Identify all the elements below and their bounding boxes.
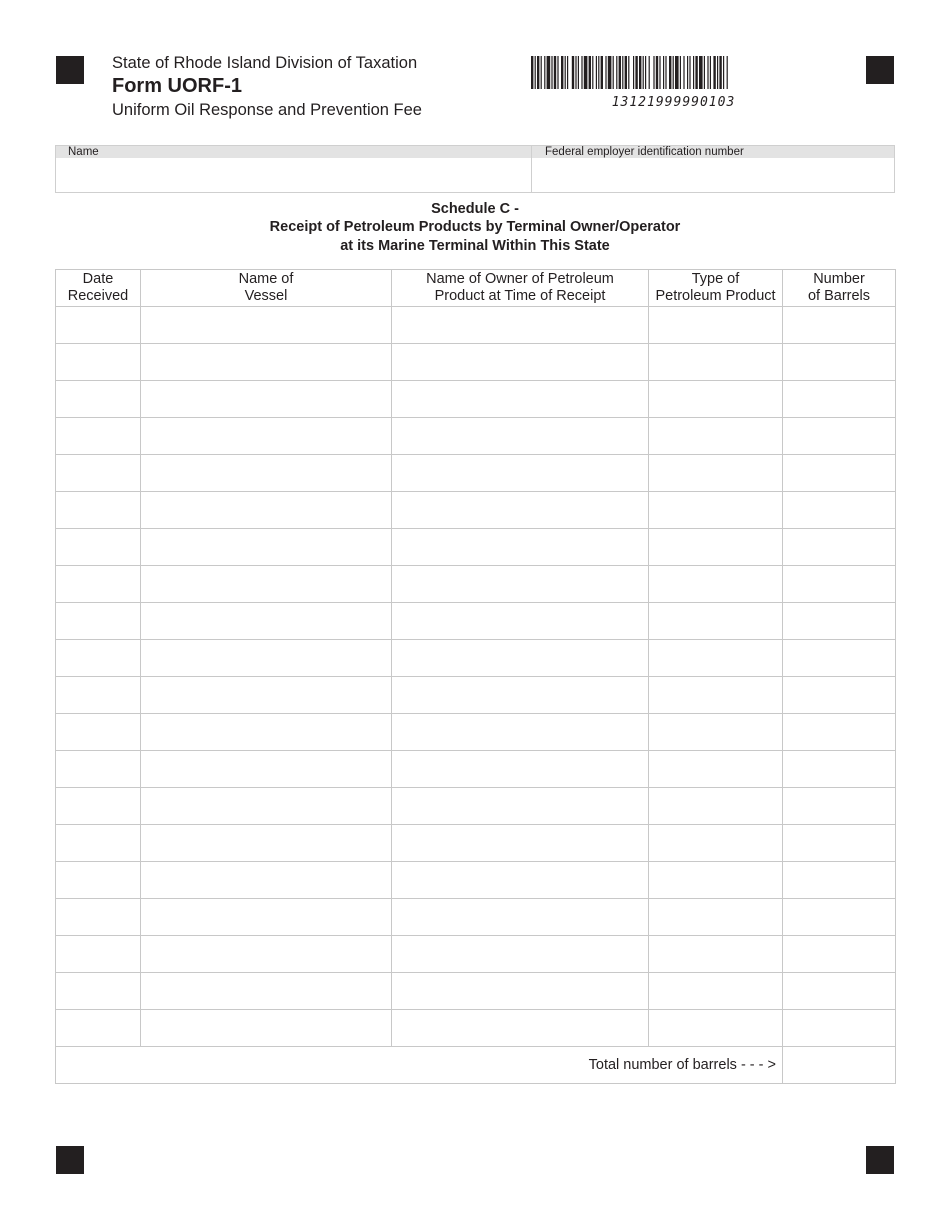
product-type-cell[interactable] <box>649 751 783 788</box>
date-received-cell[interactable] <box>56 603 141 640</box>
column-header-barrels: Number of Barrels <box>783 270 896 307</box>
barrels-cell[interactable] <box>783 936 896 973</box>
barrels-cell[interactable] <box>783 566 896 603</box>
table-row <box>56 862 896 899</box>
owner-name-cell[interactable] <box>392 566 649 603</box>
vessel-name-cell[interactable] <box>141 677 392 714</box>
product-type-cell[interactable] <box>649 899 783 936</box>
product-type-cell[interactable] <box>649 825 783 862</box>
barcode <box>531 56 816 89</box>
schedule-title: Schedule C - <box>431 201 519 217</box>
barcode-bar <box>649 56 650 89</box>
barrels-cell[interactable] <box>783 677 896 714</box>
date-received-cell[interactable] <box>56 381 141 418</box>
barcode-bar <box>619 56 621 89</box>
barcode-bar <box>565 56 566 89</box>
table-row <box>56 899 896 936</box>
product-type-cell[interactable] <box>649 714 783 751</box>
owner-name-cell[interactable] <box>392 529 649 566</box>
owner-name-cell[interactable] <box>392 381 649 418</box>
product-type-cell[interactable] <box>649 381 783 418</box>
barcode-bar <box>699 56 703 89</box>
barrels-cell[interactable] <box>783 714 896 751</box>
table-row <box>56 936 896 973</box>
product-type-cell[interactable] <box>649 418 783 455</box>
agency-name: State of Rhode Island Division of Taxation <box>112 54 418 72</box>
name-field[interactable] <box>56 146 532 192</box>
owner-name-cell[interactable] <box>392 344 649 381</box>
product-type-cell[interactable] <box>649 566 783 603</box>
column-header-vessel-name: Name of Vessel <box>141 270 392 307</box>
table-row <box>56 566 896 603</box>
barcode-bar <box>665 56 666 89</box>
form-number: Form UORF-1 <box>112 75 242 97</box>
owner-name-cell[interactable] <box>392 751 649 788</box>
barrels-cell[interactable] <box>783 418 896 455</box>
date-received-cell[interactable] <box>56 899 141 936</box>
barcode-bar <box>727 56 728 89</box>
barcode-bar <box>584 56 588 89</box>
barcode-bar <box>561 56 563 89</box>
owner-name-cell[interactable] <box>392 640 649 677</box>
total-row <box>56 1047 896 1084</box>
barcode-bar <box>695 56 697 89</box>
barrels-cell[interactable] <box>783 344 896 381</box>
table-row <box>56 418 896 455</box>
date-received-cell[interactable] <box>56 455 141 492</box>
barcode-bar <box>659 56 660 89</box>
vessel-name-cell[interactable] <box>141 381 392 418</box>
barcode-bar <box>608 56 612 89</box>
registration-mark-top-left <box>56 56 84 84</box>
product-type-cell[interactable] <box>649 1010 783 1047</box>
barcode-bar <box>675 56 679 89</box>
barrels-cell[interactable] <box>783 640 896 677</box>
barcode-bar <box>605 56 606 89</box>
registration-mark-bottom-left <box>56 1146 84 1174</box>
barrels-cell[interactable] <box>783 529 896 566</box>
date-received-cell[interactable] <box>56 529 141 566</box>
owner-name-cell[interactable] <box>392 307 649 344</box>
barcode-bar <box>578 56 579 89</box>
barrels-cell[interactable] <box>783 492 896 529</box>
barrels-cell[interactable] <box>783 825 896 862</box>
date-received-cell[interactable] <box>56 677 141 714</box>
table-row <box>56 381 896 418</box>
barcode-bar <box>554 56 556 89</box>
barcode-bar <box>653 56 654 89</box>
barcode-bar <box>663 56 664 89</box>
date-received-cell[interactable] <box>56 566 141 603</box>
fein-field[interactable] <box>532 146 894 192</box>
vessel-name-cell[interactable] <box>141 1010 392 1047</box>
barrels-cell[interactable] <box>783 603 896 640</box>
barcode-bar <box>544 56 545 89</box>
barcode-bar <box>710 56 711 89</box>
barcode-bar <box>683 56 684 89</box>
vessel-name-cell[interactable] <box>141 936 392 973</box>
taxpayer-id-section <box>55 145 895 193</box>
table-row <box>56 714 896 751</box>
barcode-bar <box>713 56 715 89</box>
date-received-cell[interactable] <box>56 862 141 899</box>
form-subtitle: Uniform Oil Response and Prevention Fee <box>112 101 422 119</box>
barcode-bar <box>719 56 721 89</box>
table-row <box>56 529 896 566</box>
barcode-bar <box>601 56 603 89</box>
barcode-bar <box>596 56 597 89</box>
product-type-cell[interactable] <box>649 640 783 677</box>
table-row <box>56 973 896 1010</box>
table-row <box>56 344 896 381</box>
vessel-name-cell[interactable] <box>141 344 392 381</box>
registration-mark-bottom-right <box>866 1146 894 1174</box>
barrels-cell[interactable] <box>783 862 896 899</box>
owner-name-cell[interactable] <box>392 899 649 936</box>
total-barrels-label: Total number of barrels - - - > <box>56 1047 783 1084</box>
table-header-row <box>56 270 896 307</box>
product-type-cell[interactable] <box>649 973 783 1010</box>
barcode-bar <box>643 56 644 89</box>
date-received-cell[interactable] <box>56 973 141 1010</box>
registration-mark-top-right <box>866 56 894 84</box>
vessel-name-cell[interactable] <box>141 825 392 862</box>
barcode-bar <box>541 56 542 89</box>
schedule-title-line2: Receipt of Petroleum Products by Terminal Owner/Operator <box>269 219 681 235</box>
owner-name-cell[interactable] <box>392 1010 649 1047</box>
vessel-name-cell[interactable] <box>141 455 392 492</box>
table-row <box>56 603 896 640</box>
vessel-name-cell[interactable] <box>141 418 392 455</box>
barcode-bar <box>613 56 614 89</box>
date-received-cell[interactable] <box>56 344 141 381</box>
table-body <box>56 307 896 1084</box>
barrels-cell[interactable] <box>783 751 896 788</box>
barrels-cell[interactable] <box>783 899 896 936</box>
product-type-cell[interactable] <box>649 677 783 714</box>
barcode-bar <box>680 56 681 89</box>
barcode-bar <box>581 56 582 89</box>
owner-name-cell[interactable] <box>392 677 649 714</box>
barcode-bar <box>589 56 591 89</box>
barcode-bar <box>633 56 634 89</box>
table-row <box>56 492 896 529</box>
barcode-bar <box>673 56 674 89</box>
vessel-name-cell[interactable] <box>141 566 392 603</box>
barcode-bar <box>723 56 724 89</box>
date-received-cell[interactable] <box>56 788 141 825</box>
owner-name-cell[interactable] <box>392 862 649 899</box>
barcode-bar <box>572 56 574 89</box>
owner-name-cell[interactable] <box>392 973 649 1010</box>
barcode-bar <box>635 56 637 89</box>
vessel-name-cell[interactable] <box>141 751 392 788</box>
date-received-cell[interactable] <box>56 307 141 344</box>
schedule-title-line3: at its Marine Terminal Within This State <box>340 238 610 254</box>
barcode-bar <box>693 56 694 89</box>
barcode-bar <box>531 56 533 89</box>
owner-name-cell[interactable] <box>392 418 649 455</box>
product-type-cell[interactable] <box>649 344 783 381</box>
date-received-cell[interactable] <box>56 751 141 788</box>
product-type-cell[interactable] <box>649 936 783 973</box>
product-type-cell[interactable] <box>649 788 783 825</box>
product-type-cell[interactable] <box>649 455 783 492</box>
barcode-number: 13121999990103 <box>611 95 736 110</box>
vessel-name-cell[interactable] <box>141 862 392 899</box>
column-header-date-received: Date Received <box>56 270 141 307</box>
barcode-bar <box>622 56 623 89</box>
barrels-cell[interactable] <box>783 455 896 492</box>
vessel-name-cell[interactable] <box>141 307 392 344</box>
vessel-name-cell[interactable] <box>141 714 392 751</box>
name-label: Name <box>56 146 531 158</box>
date-received-cell[interactable] <box>56 714 141 751</box>
barcode-bar <box>598 56 599 89</box>
barcode-bar <box>557 56 558 89</box>
barrels-cell[interactable] <box>783 381 896 418</box>
vessel-name-cell[interactable] <box>141 492 392 529</box>
barrels-cell[interactable] <box>783 973 896 1010</box>
date-received-cell[interactable] <box>56 640 141 677</box>
barcode-bar <box>551 56 552 89</box>
date-received-cell[interactable] <box>56 825 141 862</box>
date-received-cell[interactable] <box>56 418 141 455</box>
barcode-bar <box>689 56 690 89</box>
barcode-bar <box>592 56 593 89</box>
fein-label: Federal employer identification number <box>532 146 894 158</box>
barcode-bar <box>707 56 708 89</box>
barcode-bar <box>567 56 568 89</box>
table-row <box>56 751 896 788</box>
vessel-name-cell[interactable] <box>141 899 392 936</box>
table-row <box>56 1010 896 1047</box>
table-row <box>56 307 896 344</box>
barcode-bar <box>547 56 551 89</box>
barcode-bar <box>535 56 536 89</box>
vessel-name-cell[interactable] <box>141 973 392 1010</box>
barcode-bar <box>704 56 705 89</box>
barcode-bar <box>625 56 627 89</box>
product-type-cell[interactable] <box>649 529 783 566</box>
date-received-cell[interactable] <box>56 936 141 973</box>
owner-name-cell[interactable] <box>392 936 649 973</box>
barcode-bar <box>687 56 688 89</box>
total-barrels-field[interactable] <box>783 1047 896 1084</box>
barcode-bar <box>645 56 646 89</box>
date-received-cell[interactable] <box>56 1010 141 1047</box>
column-header-owner-name: Name of Owner of Petroleum Product at Time of Receipt <box>392 270 649 307</box>
product-type-cell[interactable] <box>649 603 783 640</box>
barcode-bar <box>537 56 539 89</box>
table-row <box>56 788 896 825</box>
table-row <box>56 455 896 492</box>
product-type-cell[interactable] <box>649 307 783 344</box>
barcode-bar <box>575 56 576 89</box>
owner-name-cell[interactable] <box>392 603 649 640</box>
vessel-name-cell[interactable] <box>141 603 392 640</box>
vessel-name-cell[interactable] <box>141 788 392 825</box>
barcode-bar <box>717 56 718 89</box>
column-header-product-type: Type of Petroleum Product <box>649 270 783 307</box>
date-received-cell[interactable] <box>56 492 141 529</box>
product-type-cell[interactable] <box>649 862 783 899</box>
table-row <box>56 825 896 862</box>
barcode-bar <box>656 56 658 89</box>
barrels-cell[interactable] <box>783 788 896 825</box>
table-row <box>56 677 896 714</box>
barcode-bar <box>669 56 671 89</box>
table-row <box>56 640 896 677</box>
vessel-name-cell[interactable] <box>141 640 392 677</box>
receipts-table <box>55 269 896 1084</box>
vessel-name-cell[interactable] <box>141 529 392 566</box>
barcode-bar <box>639 56 641 89</box>
barrels-cell[interactable] <box>783 1010 896 1047</box>
owner-name-cell[interactable] <box>392 788 649 825</box>
product-type-cell[interactable] <box>649 492 783 529</box>
barcode-bar <box>628 56 629 89</box>
barrels-cell[interactable] <box>783 307 896 344</box>
owner-name-cell[interactable] <box>392 492 649 529</box>
owner-name-cell[interactable] <box>392 825 649 862</box>
owner-name-cell[interactable] <box>392 714 649 751</box>
barcode-bar <box>616 56 617 89</box>
owner-name-cell[interactable] <box>392 455 649 492</box>
